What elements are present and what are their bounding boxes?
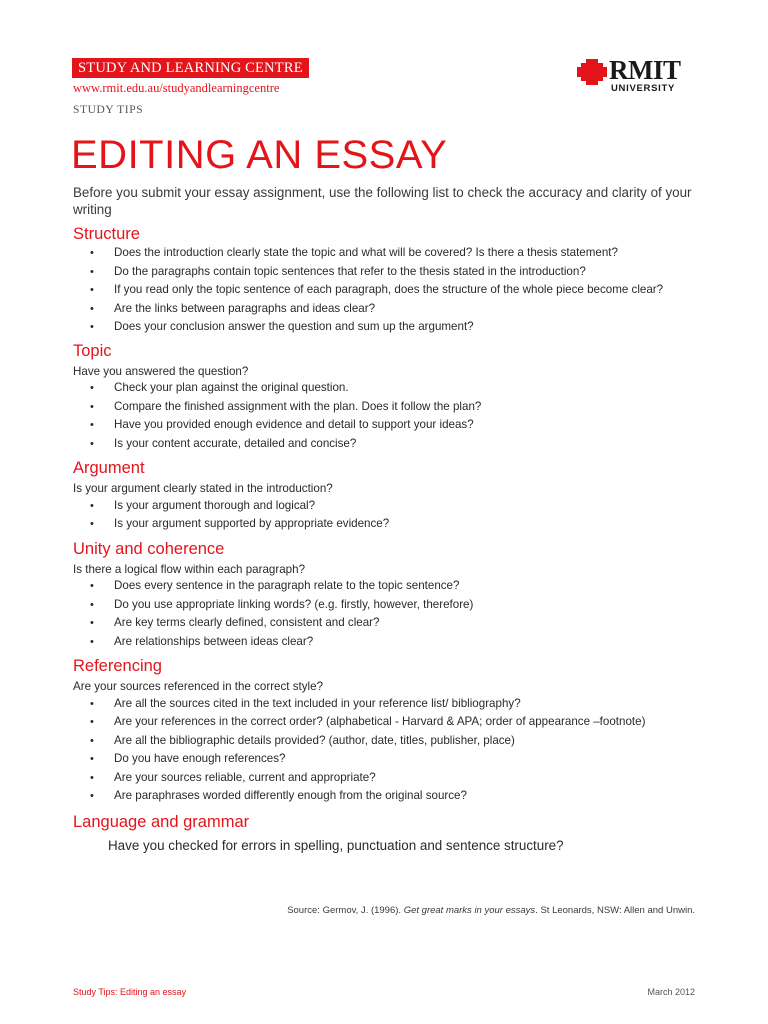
section-language-grammar: [73, 810, 703, 858]
checklist-content: [73, 222, 703, 858]
section-unity-coherence: [73, 537, 703, 650]
section-structure: [73, 222, 703, 335]
rmit-logo: [577, 56, 695, 96]
section-lead: Are your sources referenced in the correct style?: [73, 680, 324, 693]
logo-subtitle: UNIVERSITY: [611, 83, 676, 94]
section-heading: Language and grammar: [73, 812, 250, 831]
bullet-icon: •: [90, 635, 94, 648]
bullet-list: [73, 246, 703, 335]
rmit-pixel-logo-icon: [577, 59, 607, 85]
bullet-icon: •: [90, 400, 94, 413]
bullet-icon: •: [90, 321, 94, 333]
section-referencing: [73, 654, 703, 804]
list-item: • Do the paragraphs contain topic sentences that refer to the thesis stated in the introduction?: [90, 264, 586, 278]
bullet-icon: •: [90, 284, 94, 296]
footer-doc-title: Study Tips: Editing an essay: [73, 987, 187, 997]
section-heading: Argument: [73, 459, 145, 477]
section-heading: Unity and coherence: [73, 539, 225, 558]
section-question: Have you checked for errors in spelling, punctuation and sentence structure?: [108, 837, 564, 853]
list-item: • If you read only the topic sentence of each paragraph, does the structure of the whole piece become clear?: [90, 283, 664, 296]
section-heading: Structure: [73, 225, 140, 243]
section-heading: Topic: [73, 341, 112, 360]
bullet-icon: •: [90, 734, 94, 747]
bullet-icon: •: [90, 790, 94, 802]
bullet-icon: •: [90, 598, 94, 611]
category-label: STUDY TIPS: [73, 104, 144, 116]
section-topic: [73, 339, 703, 452]
list-item: • Does the introduction clearly state the topic and what will be covered? Is there a thesis statement?: [90, 246, 618, 259]
bullet-icon: •: [90, 771, 94, 784]
list-item: • Are relationships between ideas clear?: [90, 634, 314, 648]
bullet-list: [73, 499, 703, 532]
bullet-icon: •: [90, 499, 94, 512]
list-item: • Does your conclusion answer the question and sum up the argument?: [90, 320, 474, 333]
list-item: • Does every sentence in the paragraph relate to the topic sentence?: [90, 579, 460, 592]
page-title: EDITING AN ESSAY: [71, 133, 448, 177]
bullet-icon: •: [90, 716, 94, 728]
section-lead: Is there a logical flow within each paragraph?: [73, 562, 306, 576]
list-item: • Are the links between paragraphs and ideas clear?: [90, 301, 376, 315]
bullet-icon: •: [90, 437, 94, 450]
list-item: • Is your argument thorough and logical?: [90, 498, 316, 512]
list-item: • Compare the finished assignment with the plan. Does it follow the plan?: [90, 399, 482, 413]
bullet-icon: •: [90, 419, 94, 431]
bullet-list: [73, 697, 703, 804]
list-item: • Is your argument supported by appropriate evidence?: [90, 517, 390, 530]
list-item: • Are your references in the correct order? (alphabetical - Harvard & APA; order of appearance –footnote): [90, 715, 646, 728]
centre-url-link[interactable]: www.rmit.edu.au/studyandlearningcentre: [73, 81, 280, 95]
list-item: • Are your sources reliable, current and appropriate?: [90, 770, 376, 784]
bullet-icon: •: [90, 617, 94, 629]
source-title: Get great marks in your essays: [403, 905, 536, 916]
logo-wordmark: RMIT: [609, 55, 681, 85]
bullet-icon: •: [90, 265, 94, 278]
intro-paragraph: Before you submit your essay assignment, use the following list to check the accuracy and clarity of your writing: [73, 185, 692, 217]
bullet-icon: •: [90, 518, 94, 530]
list-item: • Do you use appropriate linking words? (e.g. firstly, however, therefore): [90, 597, 474, 611]
bullet-list: [73, 381, 703, 451]
section-heading: Referencing: [73, 657, 162, 675]
bullet-icon: •: [90, 302, 94, 315]
bullet-icon: •: [90, 247, 94, 259]
list-item: • Are key terms clearly defined, consistent and clear?: [90, 616, 380, 629]
list-item: • Are all the bibliographic details provided? (author, date, titles, publisher, place): [90, 733, 515, 747]
list-item: • Are all the sources cited in the text included in your reference list/ bibliography?: [90, 696, 521, 710]
section-argument: [73, 456, 703, 532]
bullet-icon: •: [90, 580, 94, 592]
list-item: • Do you have enough references?: [90, 752, 286, 765]
section-lead: Is your argument clearly stated in the introduction?: [73, 482, 333, 495]
bullet-icon: •: [90, 382, 94, 394]
list-item: • Are paraphrases worded differently enough from the original source?: [90, 789, 467, 802]
section-lead: Have you answered the question?: [73, 364, 249, 378]
bullet-icon: •: [90, 697, 94, 710]
footer-date: March 2012: [647, 987, 695, 997]
list-item: • Is your content accurate, detailed and concise?: [90, 436, 357, 450]
list-item: • Have you provided enough evidence and detail to support your ideas?: [90, 418, 474, 431]
centre-banner: STUDY AND LEARNING CENTRE: [72, 58, 309, 78]
source-citation: Source: Germov, J. (1996). Get great marks in your essays. St Leonards, NSW: Allen and Unwin.: [287, 905, 695, 916]
list-item: • Check your plan against the original question.: [90, 381, 349, 394]
bullet-icon: •: [90, 753, 94, 765]
bullet-list: [73, 579, 703, 649]
